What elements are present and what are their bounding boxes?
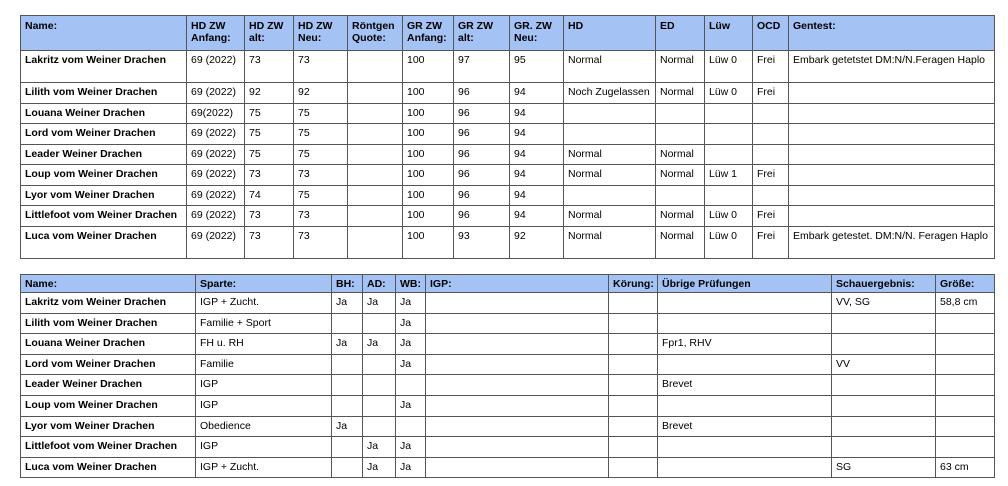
health-cell: 94 xyxy=(510,83,564,104)
health-header-cell: Name: xyxy=(21,16,187,51)
health-cell: 97 xyxy=(454,51,510,83)
training-cell: Ja xyxy=(332,334,363,355)
training-cell xyxy=(936,437,995,458)
training-cell xyxy=(936,416,995,437)
training-row xyxy=(21,293,995,314)
health-cell xyxy=(789,103,995,124)
health-cell xyxy=(753,103,789,124)
health-cell: Noch Zugelassen xyxy=(564,83,656,104)
training-cell xyxy=(363,395,396,416)
health-cell: 100 xyxy=(403,51,454,83)
training-cell xyxy=(832,437,936,458)
training-cell: Familie xyxy=(196,354,332,375)
training-cell: Ja xyxy=(396,457,426,478)
health-cell xyxy=(348,83,403,104)
health-header-cell: ED xyxy=(656,16,705,51)
health-header-cell: Röntgen Quote: xyxy=(348,16,403,51)
training-dog-name: Lakritz vom Weiner Drachen xyxy=(21,293,196,314)
health-cell: 96 xyxy=(454,165,510,186)
health-cell: 93 xyxy=(454,226,510,258)
health-cell: 69 (2022) xyxy=(187,144,245,165)
training-cell: IGP xyxy=(196,437,332,458)
training-cell: Ja xyxy=(396,313,426,334)
training-cell xyxy=(332,313,363,334)
health-cell: Frei xyxy=(753,165,789,186)
training-cell xyxy=(332,457,363,478)
health-header-cell: Gentest: xyxy=(789,16,995,51)
training-cell xyxy=(936,313,995,334)
health-cell xyxy=(789,165,995,186)
training-cell xyxy=(609,416,658,437)
training-cell: Ja xyxy=(332,293,363,314)
training-header-cell: Schauergebnis: xyxy=(832,275,936,293)
health-cell: 92 xyxy=(245,83,294,104)
training-row xyxy=(21,457,995,478)
health-cell: Lüw 0 xyxy=(705,83,753,104)
training-cell xyxy=(658,457,832,478)
training-header-cell: AD: xyxy=(363,275,396,293)
health-header-cell: HD xyxy=(564,16,656,51)
health-cell xyxy=(348,144,403,165)
training-cell xyxy=(936,334,995,355)
health-cell xyxy=(789,124,995,145)
health-cell: 100 xyxy=(403,226,454,258)
health-cell: 69 (2022) xyxy=(187,226,245,258)
health-table-body xyxy=(21,51,995,259)
health-cell xyxy=(705,185,753,206)
health-cell: 96 xyxy=(454,144,510,165)
training-cell: Ja xyxy=(396,437,426,458)
training-cell xyxy=(658,395,832,416)
training-cell xyxy=(609,354,658,375)
health-cell: 94 xyxy=(510,206,564,227)
training-row xyxy=(21,354,995,375)
training-dog-name: Leader Weiner Drachen xyxy=(21,375,196,396)
training-cell xyxy=(426,457,609,478)
health-cell: Frei xyxy=(753,51,789,83)
health-header-cell: HD ZW Neu: xyxy=(294,16,348,51)
health-cell: Normal xyxy=(656,165,705,186)
health-row xyxy=(21,165,995,186)
health-dog-name: Luca vom Weiner Drachen xyxy=(21,226,187,258)
health-cell: 73 xyxy=(294,51,348,83)
health-cell: 100 xyxy=(403,165,454,186)
health-cell: 94 xyxy=(510,103,564,124)
training-cell xyxy=(426,334,609,355)
health-cell xyxy=(564,124,656,145)
health-cell: Normal xyxy=(564,165,656,186)
training-cell xyxy=(426,293,609,314)
health-header-cell: OCD xyxy=(753,16,789,51)
health-dog-name: Loup vom Weiner Drachen xyxy=(21,165,187,186)
training-cell xyxy=(609,457,658,478)
training-dog-name: Lyor vom Weiner Drachen xyxy=(21,416,196,437)
training-cell xyxy=(609,395,658,416)
health-cell: Lüw 0 xyxy=(705,206,753,227)
training-table xyxy=(20,274,995,478)
training-cell: 58,8 cm xyxy=(936,293,995,314)
training-cell: VV, SG xyxy=(832,293,936,314)
health-cell: Frei xyxy=(753,206,789,227)
health-cell: Normal xyxy=(656,144,705,165)
health-cell: 96 xyxy=(454,206,510,227)
health-cell: 75 xyxy=(294,185,348,206)
health-cell: 74 xyxy=(245,185,294,206)
training-cell xyxy=(609,437,658,458)
training-cell: Obedience xyxy=(196,416,332,437)
training-cell xyxy=(363,354,396,375)
health-cell: Embark getetstet DM:N/N.Feragen Haplo xyxy=(789,51,995,83)
health-cell: 100 xyxy=(403,185,454,206)
training-dog-name: Littlefoot vom Weiner Drachen xyxy=(21,437,196,458)
health-cell: 94 xyxy=(510,124,564,145)
training-row xyxy=(21,395,995,416)
health-table-header xyxy=(21,16,995,51)
training-dog-name: Lord vom Weiner Drachen xyxy=(21,354,196,375)
training-cell xyxy=(609,313,658,334)
health-dog-name: Louana Weiner Drachen xyxy=(21,103,187,124)
health-header-cell: GR ZW Anfang: xyxy=(403,16,454,51)
training-cell: Ja xyxy=(396,334,426,355)
health-header-cell: GR. ZW Neu: xyxy=(510,16,564,51)
training-row xyxy=(21,437,995,458)
health-cell: Frei xyxy=(753,83,789,104)
training-cell xyxy=(363,375,396,396)
training-dog-name: Lilith vom Weiner Drachen xyxy=(21,313,196,334)
training-header-cell: Name: xyxy=(21,275,196,293)
health-cell xyxy=(656,185,705,206)
health-cell: Lüw 0 xyxy=(705,51,753,83)
health-row xyxy=(21,83,995,104)
training-cell xyxy=(936,395,995,416)
health-cell xyxy=(348,206,403,227)
health-dog-name: Lord vom Weiner Drachen xyxy=(21,124,187,145)
health-cell: 96 xyxy=(454,83,510,104)
training-cell: Brevet xyxy=(658,375,832,396)
health-cell: Frei xyxy=(753,226,789,258)
health-cell: Normal xyxy=(656,206,705,227)
health-cell xyxy=(564,103,656,124)
health-cell: 100 xyxy=(403,206,454,227)
training-cell xyxy=(426,395,609,416)
health-cell: 73 xyxy=(294,165,348,186)
health-cell xyxy=(656,103,705,124)
health-cell: 69 (2022) xyxy=(187,165,245,186)
training-dog-name: Loup vom Weiner Drachen xyxy=(21,395,196,416)
training-header-cell: Übrige Prüfungen xyxy=(658,275,832,293)
training-cell xyxy=(426,354,609,375)
training-cell: Fpr1, RHV xyxy=(658,334,832,355)
training-cell: 63 cm xyxy=(936,457,995,478)
health-cell: 69 (2022) xyxy=(187,206,245,227)
health-header-cell: HD ZW alt: xyxy=(245,16,294,51)
health-cell xyxy=(789,144,995,165)
training-cell: FH u. RH xyxy=(196,334,332,355)
health-header-cell: HD ZW Anfang: xyxy=(187,16,245,51)
health-cell xyxy=(705,144,753,165)
health-cell: 100 xyxy=(403,144,454,165)
health-cell: 96 xyxy=(454,185,510,206)
training-cell xyxy=(426,375,609,396)
health-cell xyxy=(348,185,403,206)
training-cell xyxy=(426,313,609,334)
training-cell xyxy=(832,313,936,334)
training-cell: IGP xyxy=(196,375,332,396)
training-cell xyxy=(396,375,426,396)
training-cell: Ja xyxy=(396,354,426,375)
training-cell xyxy=(658,313,832,334)
training-header-cell: WB: xyxy=(396,275,426,293)
health-cell xyxy=(753,144,789,165)
training-cell xyxy=(332,395,363,416)
training-cell xyxy=(332,354,363,375)
health-cell: 75 xyxy=(245,103,294,124)
health-cell: Lüw 0 xyxy=(705,226,753,258)
health-cell: Normal xyxy=(656,226,705,258)
health-cell: 96 xyxy=(454,124,510,145)
training-cell: Ja xyxy=(396,293,426,314)
health-cell: 75 xyxy=(294,103,348,124)
health-cell: 75 xyxy=(294,144,348,165)
training-cell xyxy=(426,416,609,437)
health-cell: Embark getestet. DM:N/N. Feragen Haplo xyxy=(789,226,995,258)
training-cell xyxy=(936,354,995,375)
training-cell: Ja xyxy=(363,437,396,458)
training-cell: IGP + Zucht. xyxy=(196,293,332,314)
training-cell xyxy=(832,334,936,355)
health-row xyxy=(21,185,995,206)
health-row xyxy=(21,124,995,145)
health-cell: Normal xyxy=(656,83,705,104)
health-cell: 69 (2022) xyxy=(187,185,245,206)
health-cell: 92 xyxy=(294,83,348,104)
training-header-cell: Körung: xyxy=(609,275,658,293)
health-cell xyxy=(789,83,995,104)
health-cell: 100 xyxy=(403,103,454,124)
health-cell: Normal xyxy=(564,206,656,227)
training-cell: Ja xyxy=(396,395,426,416)
training-cell: Brevet xyxy=(658,416,832,437)
health-cell: 73 xyxy=(245,165,294,186)
training-cell xyxy=(609,375,658,396)
health-cell: 75 xyxy=(245,124,294,145)
health-cell: 69 (2022) xyxy=(187,83,245,104)
training-dog-name: Luca vom Weiner Drachen xyxy=(21,457,196,478)
training-cell: Familie + Sport xyxy=(196,313,332,334)
health-cell: 100 xyxy=(403,83,454,104)
training-cell xyxy=(658,437,832,458)
health-row xyxy=(21,226,995,258)
health-dog-name: Lakritz vom Weiner Drachen xyxy=(21,51,187,83)
training-table-body xyxy=(21,293,995,478)
training-table-header xyxy=(21,275,995,293)
health-cell xyxy=(705,124,753,145)
health-table xyxy=(20,15,995,259)
health-dog-name: Leader Weiner Drachen xyxy=(21,144,187,165)
training-cell xyxy=(332,437,363,458)
health-cell xyxy=(348,165,403,186)
training-cell xyxy=(609,293,658,314)
health-cell: 69 (2022) xyxy=(187,124,245,145)
training-row xyxy=(21,313,995,334)
health-cell: 73 xyxy=(294,226,348,258)
health-cell xyxy=(348,226,403,258)
training-cell xyxy=(832,416,936,437)
training-row xyxy=(21,334,995,355)
health-cell: 75 xyxy=(245,144,294,165)
health-row xyxy=(21,206,995,227)
health-header-cell: GR ZW alt: xyxy=(454,16,510,51)
training-dog-name: Louana Weiner Drachen xyxy=(21,334,196,355)
training-cell xyxy=(363,313,396,334)
training-cell xyxy=(609,334,658,355)
health-cell: Normal xyxy=(564,51,656,83)
health-cell: 69 (2022) xyxy=(187,51,245,83)
training-header-cell: Sparte: xyxy=(196,275,332,293)
health-dog-name: Lilith vom Weiner Drachen xyxy=(21,83,187,104)
training-cell xyxy=(426,437,609,458)
health-cell: Lüw 1 xyxy=(705,165,753,186)
training-cell xyxy=(363,416,396,437)
health-cell: 73 xyxy=(245,206,294,227)
health-cell: 95 xyxy=(510,51,564,83)
health-cell xyxy=(564,185,656,206)
health-dog-name: Lyor vom Weiner Drachen xyxy=(21,185,187,206)
health-cell: 94 xyxy=(510,144,564,165)
training-cell xyxy=(832,375,936,396)
health-cell xyxy=(705,103,753,124)
training-cell xyxy=(936,375,995,396)
training-cell xyxy=(658,293,832,314)
training-cell: Ja xyxy=(363,334,396,355)
training-row xyxy=(21,375,995,396)
training-header-cell: IGP: xyxy=(426,275,609,293)
health-header-cell: Lüw xyxy=(705,16,753,51)
health-cell xyxy=(348,51,403,83)
training-cell: SG xyxy=(832,457,936,478)
health-cell: 100 xyxy=(403,124,454,145)
health-row xyxy=(21,51,995,83)
health-cell: 73 xyxy=(294,206,348,227)
health-cell xyxy=(348,124,403,145)
health-row xyxy=(21,144,995,165)
training-cell: Ja xyxy=(363,293,396,314)
health-cell: 96 xyxy=(454,103,510,124)
training-cell: Ja xyxy=(363,457,396,478)
health-cell: 94 xyxy=(510,165,564,186)
health-row xyxy=(21,103,995,124)
health-cell xyxy=(753,124,789,145)
training-cell: IGP xyxy=(196,395,332,416)
health-cell: 75 xyxy=(294,124,348,145)
health-cell: Normal xyxy=(564,144,656,165)
health-cell xyxy=(348,103,403,124)
training-header-cell: BH: xyxy=(332,275,363,293)
training-cell: IGP + Zucht. xyxy=(196,457,332,478)
health-cell: Normal xyxy=(656,51,705,83)
training-row xyxy=(21,416,995,437)
health-dog-name: Littlefoot vom Weiner Drachen xyxy=(21,206,187,227)
training-cell xyxy=(658,354,832,375)
health-cell: Normal xyxy=(564,226,656,258)
health-cell xyxy=(656,124,705,145)
health-cell xyxy=(789,185,995,206)
health-cell xyxy=(753,185,789,206)
health-cell xyxy=(789,206,995,227)
training-cell xyxy=(832,395,936,416)
training-cell: Ja xyxy=(332,416,363,437)
health-cell: 73 xyxy=(245,51,294,83)
training-cell: VV xyxy=(832,354,936,375)
health-cell: 92 xyxy=(510,226,564,258)
training-cell xyxy=(332,375,363,396)
training-cell xyxy=(396,416,426,437)
health-cell: 73 xyxy=(245,226,294,258)
health-cell: 94 xyxy=(510,185,564,206)
health-cell: 69(2022) xyxy=(187,103,245,124)
training-header-cell: Größe: xyxy=(936,275,995,293)
